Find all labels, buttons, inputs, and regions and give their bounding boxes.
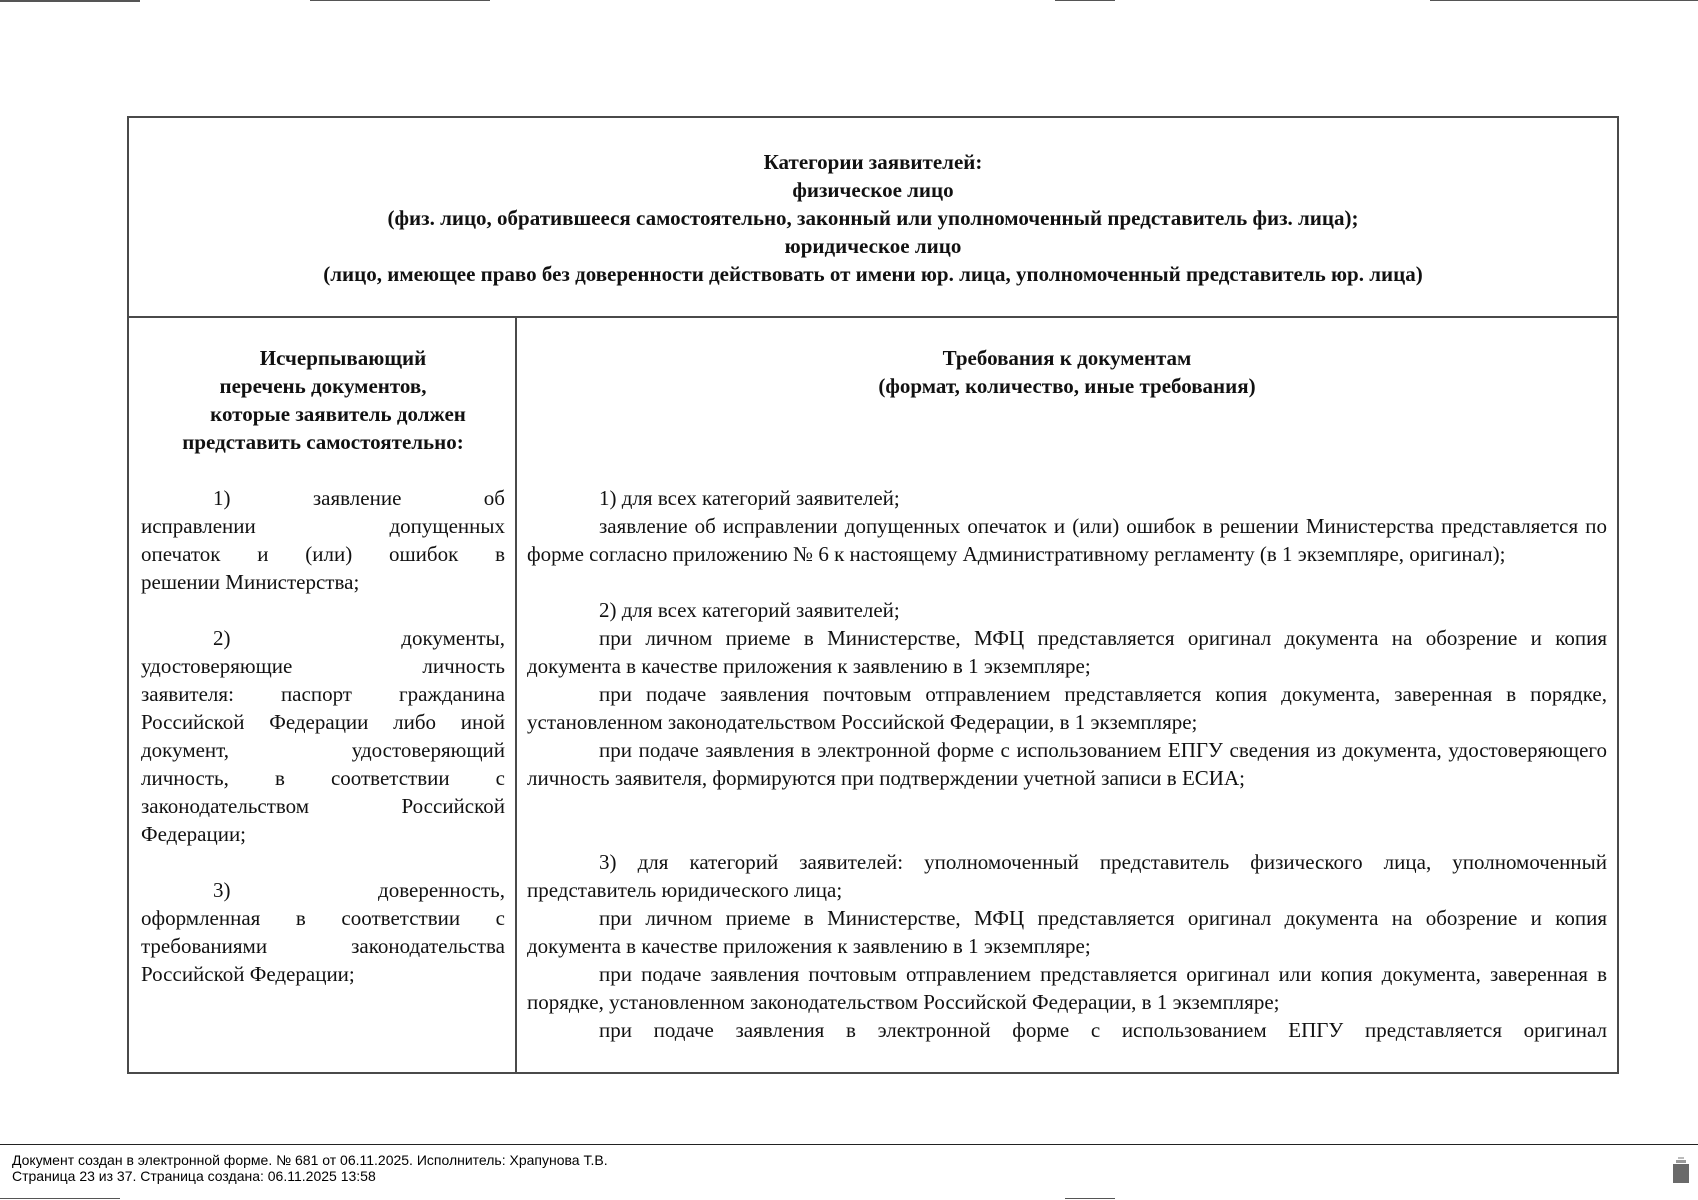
item-line: 2) документы, [213, 626, 505, 650]
item-line: 1) заявление об [213, 486, 505, 510]
requirement-item [527, 596, 1607, 792]
item-line: опечаток и (или) ошибок в [141, 542, 505, 566]
item-line: Российской Федерации либо иной [141, 710, 505, 734]
scan-mark [310, 0, 490, 1]
scan-mark [1055, 0, 1115, 1]
column-divider [515, 318, 517, 1074]
header-line: физическое лицо [792, 178, 954, 202]
item-line: документ, удостоверяющий [141, 738, 505, 762]
requirements-title [527, 344, 1607, 400]
item-line: удостоверяющие личность [141, 654, 505, 678]
title-line: (формат, количество, иные требования) [878, 374, 1256, 398]
header-line: юридическое лицо [784, 234, 962, 258]
header-line: Категории заявителей: [763, 150, 983, 174]
scan-mark [0, 1198, 120, 1199]
requirement-item [527, 484, 1607, 568]
document-item [141, 876, 505, 988]
item-line: исправлении допущенных [141, 514, 505, 538]
document-stack-icon [1672, 1156, 1690, 1184]
document-item [141, 624, 505, 848]
title-line: представить самостоятельно: [182, 430, 464, 454]
requirements-column [527, 318, 1607, 1044]
title-line: которые заявитель должен [210, 402, 466, 426]
header-line: (лицо, имеющее право без доверенности действовать от имени юр. лица, уполномоченный представитель юр. лица) [323, 262, 1423, 286]
scan-mark [1430, 0, 1698, 1]
item-line: 3) доверенность, [213, 878, 505, 902]
requirement-paragraph: при подаче заявления почтовым отправлением представляется оригинал или копия документа, заверенная в порядке, установленном законодательством Российской Федерации, в 1 экземпляре; [527, 962, 1607, 1014]
requirement-paragraph: 3) для категорий заявителей: уполномоченный представитель физического лица, уполномоченный представитель юридического лица; [527, 850, 1607, 902]
item-line: оформленная в соответствии с [141, 906, 505, 930]
title-line: Исчерпывающий [259, 346, 427, 370]
header-line: (физ. лицо, обратившееся самостоятельно, законный или уполномоченный представитель физ. лица); [387, 206, 1359, 230]
requirements-table [127, 116, 1619, 1074]
footer-line: Документ создан в электронной форме. № 681 от 06.11.2025. Исполнитель: Храпунова Т.В. [12, 1152, 608, 1168]
documents-list-title [141, 344, 505, 456]
item-line: заявителя: паспорт гражданина [141, 682, 505, 706]
item-line: законодательством Российской [141, 794, 505, 818]
requirement-paragraph: при подаче заявления в электронной форме с использованием ЕПГУ сведения из документа, удостоверяющего личность заявителя, формируются при подтверждении учетной записи в ЕСИА; [527, 738, 1607, 790]
requirement-paragraph: при личном приеме в Министерстве, МФЦ представляется оригинал документа на обозрение и копия документа в качестве приложения к заявлению в 1 экземпляре; [527, 626, 1607, 678]
document-footer [12, 1152, 608, 1184]
requirement-paragraph: заявление об исправлении допущенных опечаток и (или) ошибок в решении Министерства представляется по форме согласно приложению № 6 к настоящему Административному регламенту (в 1 экземпляре, оригинал); [527, 514, 1607, 566]
requirement-paragraph: 1) для всех категорий заявителей; [599, 486, 900, 510]
document-item [141, 484, 505, 596]
requirement-paragraph: 2) для всех категорий заявителей; [599, 598, 900, 622]
item-line: требованиями законодательства [141, 934, 505, 958]
requirement-paragraph: при подаче заявления в электронной форме с использованием ЕПГУ представляется оригинал [599, 1018, 1607, 1042]
scan-mark [0, 0, 140, 2]
documents-list-column [141, 318, 505, 988]
applicant-categories-header [129, 118, 1617, 318]
item-line: Российской Федерации; [141, 962, 355, 986]
item-line: личность, в соответствии с [141, 766, 505, 790]
item-line: Федерации; [141, 822, 247, 846]
requirement-paragraph: при подаче заявления почтовым отправлением представляется копия документа, заверенная в порядке, установленном законодательством Российской Федерации, в 1 экземпляре; [527, 682, 1607, 734]
requirement-paragraph: при личном приеме в Министерстве, МФЦ представляется оригинал документа на обозрение и копия документа в качестве приложения к заявлению в 1 экземпляре; [527, 906, 1607, 958]
scan-mark [1065, 1198, 1115, 1199]
footer-line: Страница 23 из 37. Страница создана: 06.11.2025 13:58 [12, 1168, 376, 1184]
requirement-item [527, 848, 1607, 1044]
footer-divider [0, 1144, 1698, 1145]
item-line: решении Министерства; [141, 570, 360, 594]
title-line: Требования к документам [942, 346, 1192, 370]
title-line: перечень документов, [219, 374, 427, 398]
